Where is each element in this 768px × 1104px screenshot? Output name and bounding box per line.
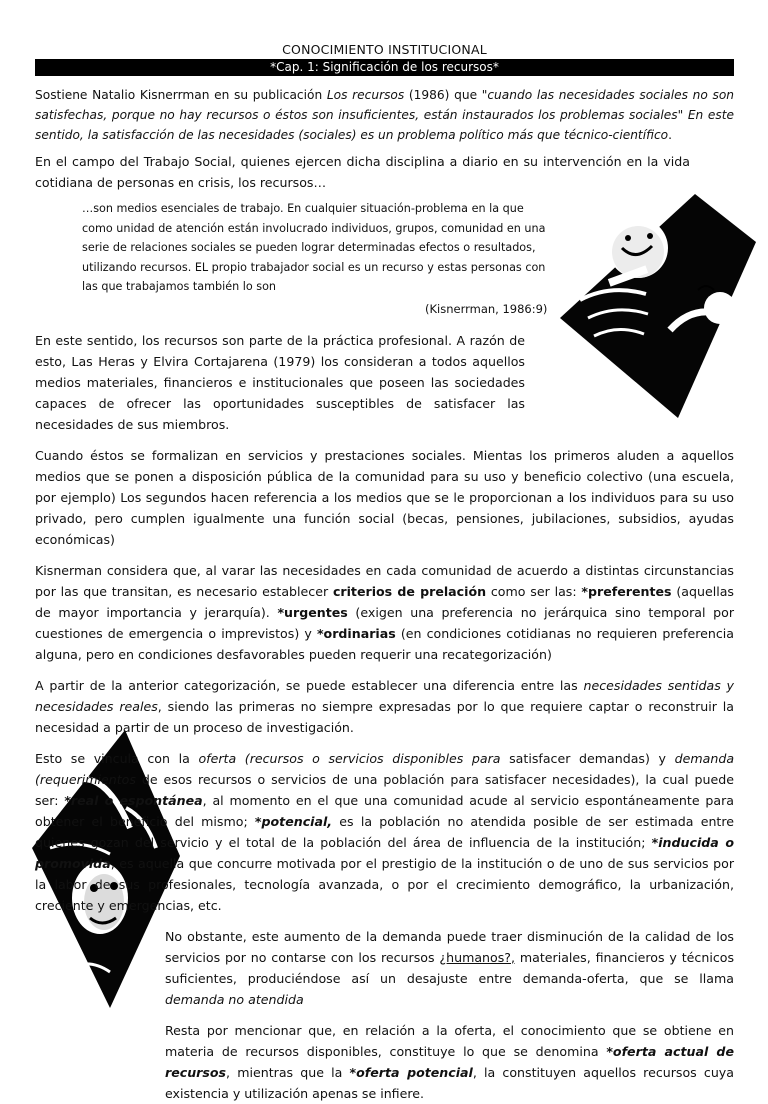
social-work-paragraph: En el campo del Trabajo Social, quienes ejercen dicha disciplina a diario en su intervención en la vida cotidiana de personas en crisis, los recursos… — [35, 154, 690, 190]
block-quote: …son medios esenciales de trabajo. En cualquier situación-problema en la que como unidad de atención están involucrado individuos, grupos, comunidad en una serie de relaciones sociales se pueden lograr determinadas efectos o resultados, utilizando recursos. EL propio trabajador social es un recurso y estas personas con las que trabajamos también lo son — [82, 202, 546, 293]
intro-paragraph: Sostiene Natalio Kisnerrman en su publicación Los recursos (1986) que "cuando las necesidades sociales no son satisfechas, porque no hay recursos o éstos son insuficientes, están instaurados los problemas sociales" En este sentido, la satisfacción de las necesidades (sociales) es un problema político más que técnico-científico. — [35, 88, 734, 142]
supply-paragraph: Resta por mencionar que, en relación a la oferta, el conocimiento que se obtiene en materia de recursos disponibles, constituye lo que se denomina *oferta actual de recursos, mientras que la *oferta potencial, la constituyen aquellos recursos cuya existencia y utilización apenas se infiere. — [165, 1022, 734, 1101]
unmet-demand-paragraph: No obstante, este aumento de la demanda puede traer disminución de la calidad de los servicios por no contarse con los recursos ¿humanos?, materiales, financieros y técnicos suficientes, produciéndose así un desajuste entre demanda-oferta, que se llama demanda no atendida — [165, 928, 735, 1007]
services-paragraph: Cuando éstos se formalizan en servicios y prestaciones sociales. Mientas los primeros aluden a aquellos medios que se ponen a disposición pública de la comunidad para su uso y beneficio colectivo (una escuela, por ejemplo) Los segundos hacen referencia a los medios que se le proporcionan a los individuos para su uso privado, pero cumplen igualmente una función social (becas, pensiones, jubilaciones, subsidios, ayudas económicas) — [35, 447, 734, 547]
chapter-banner: *Cap. 1: Significación de los recursos* — [35, 59, 734, 76]
practice-paragraph: En este sentido, los recursos son parte de la práctica profesional. A razón de esto, Las Heras y Elvira Cortajarena (1979) los consideran a todos aquellos medios materiales, financieros e institucionales que poseen las sociedades capaces de ofrecer las oportunidades susceptibles de satisfacer las necesidades de sus miembros. — [35, 332, 525, 432]
needs-paragraph: A partir de la anterior categorización, se puede establecer una diferencia entre las necesidades sentidas y necesidades reales, siendo las primeras no siempre expresadas por lo que requiere captar o reconstruir la necesidad a partir de un proceso de investigación. — [35, 677, 734, 735]
criteria-paragraph: Kisnerman considera que, al varar las necesidades en cada comunidad de acuerdo a distintas circunstancias por las que transitan, es necesario establecer criterios de prelación como ser las: *preferentes (aquellas de mayor importancia y jerarquía). *urgentes (exigen una preferencia no jerárquica sino temporal por cuestiones de emergencia o imprevistos) y *ordinarias (en condiciones cotidianas no requieren preferencia alguna, pero en condiciones desfavorables pueden requerir una recategorización) — [35, 562, 734, 662]
demand-paragraph: Esto se vincula con la oferta (recursos o servicios disponibles para satisfacer demandas) y demanda (requerimientos de esos recursos o servicios de una población para satisfacer necesidades), la cual puede ser: *real o espontánea, al momento en el que una comunidad acude al servicio espontáneamente para obtener el beneficio del mismo; *potencial, es la población no atendida posible de ser estimada entre quienes gozan del servicio y el total de la población del área de influencia de la institución; *inducida o promovida, es aquella que concurre motivada por el prestigio de la institución o de uno de sus servicios por la labor de sus profesionales, tecnología avanzada, o por el crecimiento demográfico, la urbanización, creciente y emergencias, etc. — [35, 750, 735, 913]
quote-citation: (Kisnerrman, 1986:9) — [425, 301, 548, 316]
document-page — [35, 42, 734, 1104]
page-title: CONOCIMIENTO INSTITUCIONAL — [282, 42, 487, 57]
